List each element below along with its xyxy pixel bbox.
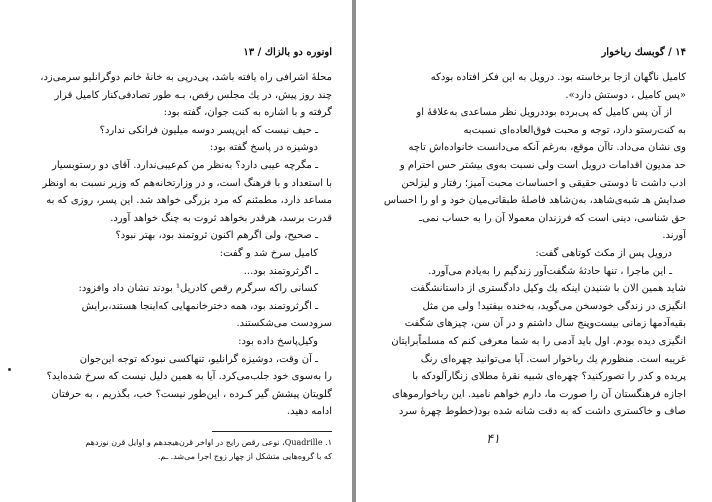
right-page	[356, 0, 712, 502]
text-line: آورند.	[662, 230, 686, 242]
text-line: شاید همین الان با شنیدن اینکه یك وکیل دادگستری از داستانشگفت	[410, 283, 686, 295]
right-page-header-text: ۱۴ / گوبسك رباخوار	[601, 47, 686, 58]
text-line: ـ این ماجرا ، تنها حادثهٔ شگفت‌آور زندگیم را به‌یادم می‌آورد.	[428, 265, 672, 277]
text-line: ـ آن وقت، دوشیزه گرانلیو، تنهاکسی نبودکه توجه این‌جوان	[79, 353, 318, 365]
text-line: به کنت‌رستو دارد، توجه و محبت فوق‌العاده‌ای نسبت‌به	[463, 124, 686, 136]
text-line: دوشیزه در پاسخ گفته بود:	[209, 142, 318, 154]
text-line: گلویتان پیشش گیر کـرده ، این‌طور نیست؟ خب، بگذریم ، به حرفتان	[51, 388, 332, 400]
right-page-header	[374, 43, 686, 63]
text-line: از آن پس کامیل که پی‌برده بوددرویل نظر مساعدی به‌علاقهٔ او	[416, 107, 672, 119]
text-line: گرفته و با اشاره به کنت جوان، گفته بود:	[163, 107, 332, 119]
left-page-body	[16, 69, 332, 421]
text-line: چند روز پیش، در یك مجلس رقص، بـه طور تصادفی‌کنار کامیل قرار	[54, 89, 332, 101]
text-line: بقیه‌آدمها زمانی بیست‌وپنج سال داشتم و در آن سن، چیزهای شگفت	[404, 318, 686, 330]
text-line: ـ حیف نیست که این‌پسر دوسه میلیون فرانکی ندارد؟	[99, 124, 318, 136]
text-line: صاف و خاکستری داشت که به دقت شانه شده بود(خطوط چهرهٔ سرد	[398, 406, 686, 418]
text-line: انگیزی دیده بودم. اول باید آدمی را به شما معرفی کنم که مسلماًبرایتان	[391, 335, 686, 347]
text-line: «پس کامیل ، دوستش دارد».	[565, 89, 686, 101]
text-line: اجازه فرهنگستان آن را صورت ما، دارم خواهم نامید. این رباخوارموهای	[392, 388, 686, 400]
margin-dot	[8, 368, 11, 371]
text-line: ـ اگرثروتمند بود...	[243, 265, 318, 277]
text-line: درویل پس از مکث کوتاهی گفت:	[535, 247, 672, 259]
text-line: ـ مگرچه عیبی دارد؟ به‌نظر من کم‌عیبی‌ندارد. آقای دو رستوبسیار	[52, 159, 318, 171]
text-line: مساعد دارد، مطمئنم که مرد بزرگی خواهد شد. این پسر، روزی که به	[46, 195, 332, 207]
text-line: کامیل ناگهان ازجا برخاسته بود. درویل به این فکر افتاده بودکه	[430, 72, 686, 83]
text-line: انگیزی در زندگی خودسخن می‌گوید، به‌خنده بیفتید! ولی من مثل	[422, 300, 686, 312]
text-line: سرودست می‌شکستند.	[236, 318, 332, 330]
text-line: را بەسوی خود جلب‌می‌کرد. آیا به همین دلیل نیست که سرخ شده‌اید؟	[46, 371, 332, 383]
footnote-line: که با گروه‌هایی متشکل از چهار زوج اجرا می‌شد. ـم.	[157, 451, 332, 461]
text-line: قدرت برسد، هرقدر بخواهد ثروت به‌ چنگ خواهد آورد.	[110, 212, 332, 224]
text-line: صدایش هـ شبه‌ی‌شاهد، به‌ن‌شاهد فاصلهٔ طبقاتی‌میان خود و او را احساس	[383, 195, 686, 207]
left-page	[0, 0, 352, 502]
footnote-divider	[212, 431, 332, 432]
handwritten-page-mark: ۴۱	[486, 432, 500, 447]
text-line: ادب داشت تا دوستی حقیقی و احساسات محبت آمیز؛ رفتار و لیزلحن	[401, 177, 686, 189]
text-line: وی نشان می‌داد. تاآن موقع، به‌رغم آنکه می‌دانست خانواده‌اش تاچه	[408, 142, 686, 154]
text-line: کسانی راکه سرگرم رقص کادریل¹ بودند نشان داد وافزود:	[78, 283, 318, 295]
footnote-line: ۱. Quadrille، نوعی رقص رایج در اواخر قرن‌هیجدهم و اوایل قرن نوزدهم	[85, 437, 332, 447]
text-line: کامیل سرخ شد و گفت:	[219, 247, 318, 259]
text-line: با استعداد و با فرهنگ است، و در وزارتخانه‌هم که وزیر نسبت به اونظر	[42, 177, 332, 189]
text-line: ادامه دهید.	[286, 406, 332, 418]
text-line: حق شناسی، دینی است که فرزندان معمولا آن را به حساب نمی‌ـ	[419, 212, 686, 224]
text-line: پریده و کدر را تصورکنید؟ چهره‌ای شبیه نقرهٔ مطلای زنگارآلودکه با	[412, 371, 686, 383]
text-line: ـ اگرثروتمند بود، همه دخترخانمهایی که‌اینجا هستند،برایش	[81, 300, 318, 312]
text-line: وکیل‌پاسخ داده بود:	[238, 335, 318, 347]
text-line: حد مدیون اقدامات درویل است ولی نسبت به‌وی بیشتر حس احترام و	[399, 159, 686, 171]
text-line: ـ صحیح، ولی اگرهم اکنون ثروتمند بود، بهتر نبود؟	[115, 230, 318, 242]
left-page-header	[16, 43, 332, 63]
text-line: غریبه است. منظورم یك رباخوار است. آیا می‌توانید چهره‌ای رنگ	[420, 353, 686, 365]
text-line: محلهٔ اشرافی راه یافته باشد، پی‌درپی به خانهٔ خانم دوگرانلیو سرمی‌زد،	[40, 72, 332, 83]
left-page-header-text: اونوره دو بالزاك / ۱۳	[243, 47, 332, 58]
footnotes	[16, 436, 332, 464]
right-page-body	[374, 69, 686, 421]
